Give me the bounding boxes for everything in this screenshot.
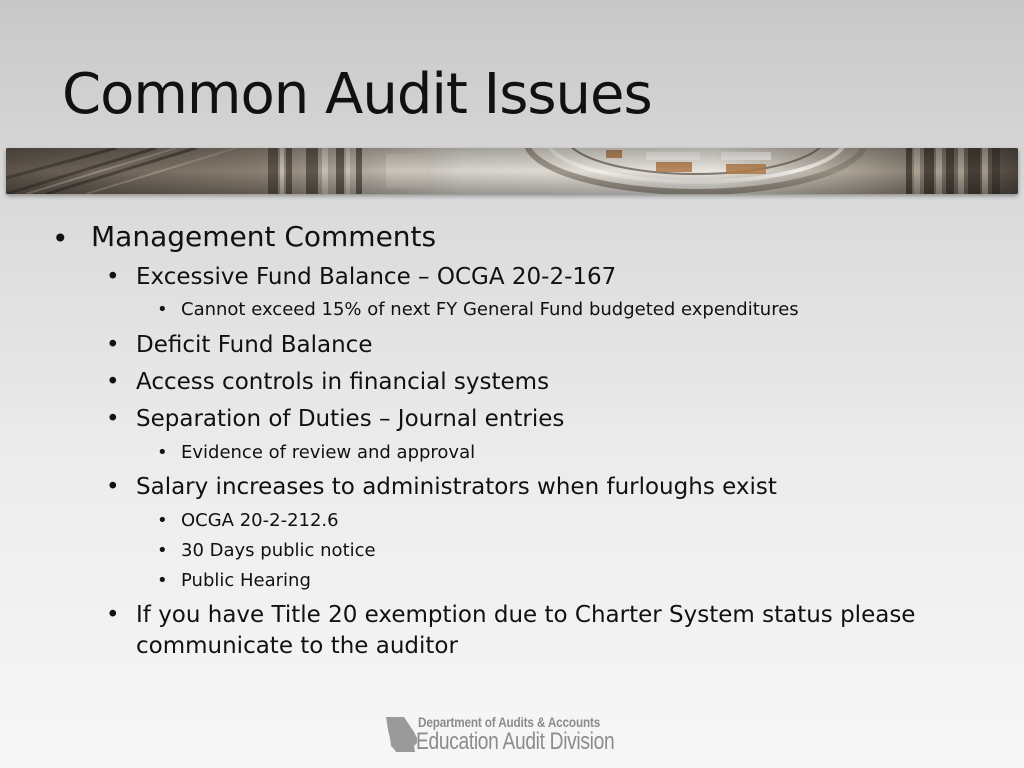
bullet-marker: • [157, 442, 168, 463]
bullet-level3-evidence-of-review: Evidence of review and approval [181, 442, 476, 463]
slide-title: Common Audit Issues [62, 62, 652, 127]
bullet-marker: • [106, 602, 120, 628]
banner-photo-strip [6, 148, 1018, 194]
bullet-level2-access-controls: Access controls in financial systems [136, 369, 550, 395]
bullet-level3-public-hearing: Public Hearing [181, 570, 311, 591]
bullet-level2-salary-increases: Salary increases to administrators when furloughs exist [136, 474, 777, 500]
bullet-marker: • [106, 369, 120, 395]
bullet-marker: • [52, 222, 69, 255]
bullet-level2-title-20-exemption-line2: communicate to the auditor [136, 633, 458, 659]
georgia-state-outline-icon [384, 716, 420, 754]
bullet-marker: • [157, 570, 168, 591]
bullet-level3-cannot-exceed: Cannot exceed 15% of next FY General Fund budgeted expenditures [181, 299, 799, 320]
bullet-marker: • [106, 406, 120, 432]
bullet-marker: • [157, 510, 168, 531]
footer-division-name: Education Audit Division [416, 728, 615, 755]
bullet-level3-30-days-notice: 30 Days public notice [181, 540, 376, 561]
bullet-marker: • [106, 264, 120, 290]
bullet-level2-title-20-exemption-line1: If you have Title 20 exemption due to Charter System status please [136, 602, 916, 628]
footer-department-name: Department of Audits & Accounts [418, 714, 601, 730]
bullet-level2-separation-of-duties: Separation of Duties – Journal entries [136, 406, 565, 432]
bullet-level2-excessive-fund-balance: Excessive Fund Balance – OCGA 20-2-167 [136, 264, 617, 290]
bullet-level3-ocga: OCGA 20-2-212.6 [181, 510, 339, 531]
bullet-marker: • [106, 474, 120, 500]
bullet-marker: • [106, 332, 120, 358]
banner-photo-image [6, 148, 1018, 194]
bullet-level2-deficit-fund-balance: Deficit Fund Balance [136, 332, 373, 358]
bullet-marker: • [157, 299, 168, 320]
bullet-level1-management-comments: Management Comments [91, 220, 437, 253]
bullet-marker: • [157, 540, 168, 561]
